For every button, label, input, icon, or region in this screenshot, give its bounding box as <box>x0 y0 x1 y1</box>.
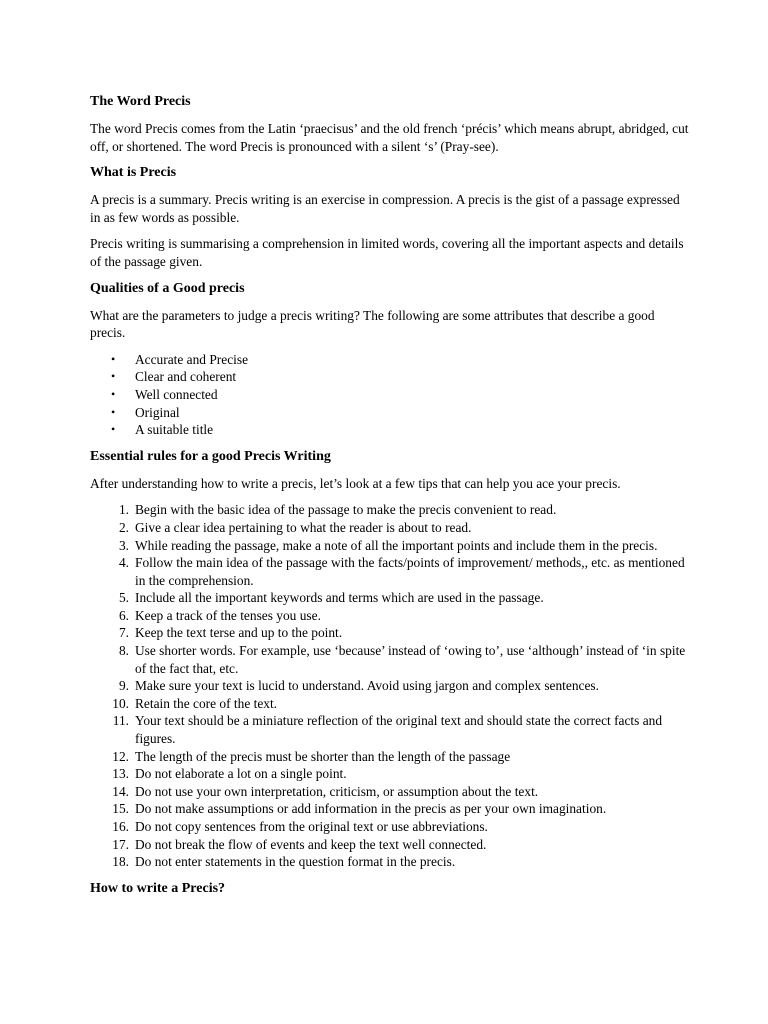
list-number: 2. <box>118 519 129 535</box>
paragraph-what-is-precis-2: Precis writing is summarising a comprehension in limited words, covering all the important aspects and details of the passage given. <box>90 236 684 269</box>
list-number: 8. <box>118 643 129 659</box>
list-item <box>90 624 690 642</box>
list-number: 1. <box>118 502 129 518</box>
qualities-list <box>90 351 690 439</box>
list-number: 11. <box>112 713 129 729</box>
list-item <box>90 537 690 555</box>
list-item <box>90 421 690 439</box>
list-number: 17. <box>112 836 129 852</box>
list-item-text: Begin with the basic idea of the passage to make the precis convenient to read. <box>135 502 557 518</box>
list-item-text: Make sure your text is lucid to understand. Avoid using jargon and complex sentences. <box>135 678 599 694</box>
list-item <box>90 836 690 854</box>
list-item <box>90 800 690 818</box>
list-item-text: Retain the core of the text. <box>135 695 278 711</box>
list-number: 12. <box>112 748 129 764</box>
list-item <box>90 677 690 695</box>
list-number: 14. <box>112 783 129 799</box>
list-item <box>90 519 690 537</box>
list-item-text: Keep the text terse and up to the point. <box>135 625 343 641</box>
list-item-text: Use shorter words. For example, use ‘because’ instead of ‘owing to’, use ‘although’ instead of ‘in spite of the fact that, etc. <box>135 643 686 676</box>
list-item <box>90 501 690 519</box>
list-item <box>90 748 690 766</box>
list-item <box>90 642 690 677</box>
heading-how-to-write: How to write a Precis? <box>90 880 226 896</box>
list-item <box>90 607 690 625</box>
list-number: 10. <box>112 695 129 711</box>
list-item-text: Follow the main idea of the passage with the facts/points of improvement/ methods,, etc. as mentioned in the comprehension. <box>135 555 685 588</box>
heading-word-precis: The Word Precis <box>90 94 191 109</box>
list-item-text: Your text should be a miniature reflection of the original text and should state the correct facts and figures. <box>135 713 663 747</box>
bullet-icon: • <box>111 351 116 366</box>
bullet-icon: • <box>111 422 116 437</box>
list-item-text: While reading the passage, make a note of all the important points and include them in the precis. <box>135 537 658 553</box>
list-number: 7. <box>118 625 129 641</box>
list-item <box>90 783 690 801</box>
bullet-icon: • <box>111 369 116 384</box>
paragraph-rules-intro: After understanding how to write a precis, let’s look at a few tips that can help you ace your precis. <box>90 475 621 491</box>
list-number: 13. <box>112 766 129 782</box>
list-item <box>90 818 690 836</box>
rules-list <box>90 501 690 870</box>
list-item-text: Accurate and Precise <box>135 351 249 367</box>
list-item-text: A suitable title <box>135 422 214 438</box>
list-item-text: Well connected <box>135 386 218 402</box>
list-item-text: Do not elaborate a lot on a single point. <box>135 766 347 782</box>
list-item-text: Original <box>135 404 180 420</box>
list-item-text: Include all the important keywords and terms which are used in the passage. <box>135 590 544 606</box>
list-item <box>90 695 690 713</box>
heading-essential-rules: Essential rules for a good Precis Writing <box>90 448 331 464</box>
list-item <box>90 712 690 747</box>
list-item <box>90 765 690 783</box>
list-item-text: Keep a track of the tenses you use. <box>135 607 321 623</box>
list-item <box>90 404 690 422</box>
list-item-text: Do not enter statements in the question format in the precis. <box>135 854 456 870</box>
list-number: 3. <box>118 537 129 553</box>
paragraph-word-precis: The word Precis comes from the Latin ‘praecisus’ and the old french ‘précis’ which means abrupt, abridged, cut off, or shortened. The word Precis is pronounced with a silent ‘s’ (Pray-see). <box>90 121 689 154</box>
list-number: 15. <box>112 801 129 817</box>
bullet-icon: • <box>111 386 116 401</box>
list-number: 5. <box>118 590 129 606</box>
list-item <box>90 853 690 871</box>
list-item-text: Clear and coherent <box>135 369 237 385</box>
bullet-icon: • <box>111 404 116 419</box>
list-item-text: Do not make assumptions or add information in the precis as per your own imagination. <box>135 801 607 817</box>
list-item-text: Do not break the flow of events and keep the text well connected. <box>135 836 487 852</box>
heading-what-is-precis: What is Precis <box>90 165 177 181</box>
list-number: 6. <box>118 607 129 623</box>
document-page <box>90 93 690 907</box>
list-number: 4. <box>118 555 129 571</box>
list-number: 18. <box>112 854 129 870</box>
list-item <box>90 554 690 589</box>
list-number: 9. <box>118 678 129 694</box>
heading-qualities: Qualities of a Good precis <box>90 280 245 296</box>
paragraph-what-is-precis-1: A precis is a summary. Precis writing is an exercise in compression. A precis is the gist of a passage expressed in as few words as possible. <box>90 192 680 225</box>
list-item-text: Give a clear idea pertaining to what the reader is about to read. <box>135 519 472 535</box>
paragraph-qualities: What are the parameters to judge a precis writing? The following are some attributes that describe a good precis. <box>90 307 655 341</box>
list-item <box>90 589 690 607</box>
list-item-text: The length of the precis must be shorter than the length of the passage <box>135 748 511 764</box>
list-item-text: Do not copy sentences from the original text or use abbreviations. <box>135 819 488 834</box>
list-item <box>90 368 690 386</box>
list-item <box>90 386 690 404</box>
list-number: 16. <box>112 819 129 834</box>
list-item-text: Do not use your own interpretation, criticism, or assumption about the text. <box>135 783 539 799</box>
list-item <box>90 351 690 369</box>
